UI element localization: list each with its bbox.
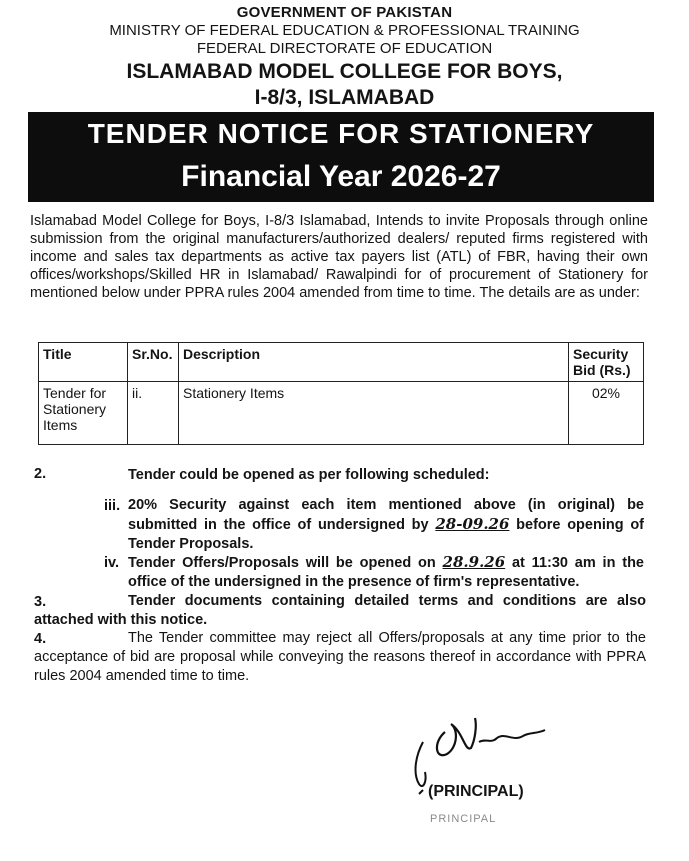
cell-security: 02% [569,382,644,445]
point-iv-text-b: at 11:30 am in the office of the undersigned in the presence of firm's representative. [128,555,644,590]
tender-table [38,342,644,445]
point-iv-block [128,553,644,592]
point-iii-date: 28-09.26 [435,515,510,533]
cell-description: Stationery Items [179,382,569,445]
point-iv-number: iv. [104,555,120,571]
point-iii-text-a: 20% Security against each item mentioned above (in original) be submitted in the office of undersigned by [128,497,644,533]
point-3-text: Tender documents containing detailed terms and conditions are also attached with this notice. [34,593,646,628]
title-banner [28,112,654,202]
point-4-text: The Tender committee may reject all Offers/proposals at any time prior to the acceptance of bid are proposal while conveying the reasons thereof in accordance with PPRA rules 2004 amended time to time. [34,630,646,684]
point-iv-text-a: Tender Offers/Proposals will be opened on [128,555,436,571]
point-2-number: 2. [34,466,47,482]
header-title: Title [39,343,128,382]
point-4-number: 4. [34,631,47,647]
table-row [39,382,644,445]
banner-title: TENDER NOTICE FOR STATIONERY [87,118,595,149]
header-ministry: MINISTRY OF FEDERAL EDUCATION & PROFESSIONAL TRAINING [109,22,580,39]
intro-paragraph: Islamabad Model College for Boys, I-8/3 Islamabad, Intends to invite Proposals through online submission from the original manufacturers/authorized dealers/ reputed firms registered with income and sales tax departments as active tax payers list (ATL) of FBR, having their own offices/workshops/Skilled HR in Islamabad/ Rawalpindi for of procurement of Stationery for mentioned below under PPRA rules 2004 amended from time to time. The details are as under: [30,213,648,301]
header-college-name: ISLAMABAD MODEL COLLEGE FOR BOYS, [126,60,563,83]
header-directorate: FEDERAL DIRECTORATE OF EDUCATION [196,40,493,57]
point-3-number: 3. [34,594,47,610]
header-security: Security Bid (Rs.) [569,343,644,382]
header-college-address: I-8/3, ISLAMABAD [254,86,435,109]
banner-subtitle: Financial Year 2026-27 [181,160,501,193]
point-iii-number: iii. [104,498,121,514]
cell-srno: ii. [128,382,179,445]
header-srno: Sr.No. [128,343,179,382]
header-government: GOVERNMENT OF PAKISTAN [236,4,453,21]
cell-title: Tender for Stationery Items [39,382,128,445]
point-2-text: Tender could be opened as per following scheduled: [128,467,490,483]
office-stamp: PRINCIPAL [430,813,497,825]
table-header-row [39,343,644,382]
point-iii-text-b: before opening of Tender Proposals. [128,517,645,552]
header-description: Description [179,343,569,382]
point-iii-block [128,496,644,554]
principal-designation: (PRINCIPAL) [428,783,524,800]
point-iv-date: 28.9.26 [442,553,506,571]
